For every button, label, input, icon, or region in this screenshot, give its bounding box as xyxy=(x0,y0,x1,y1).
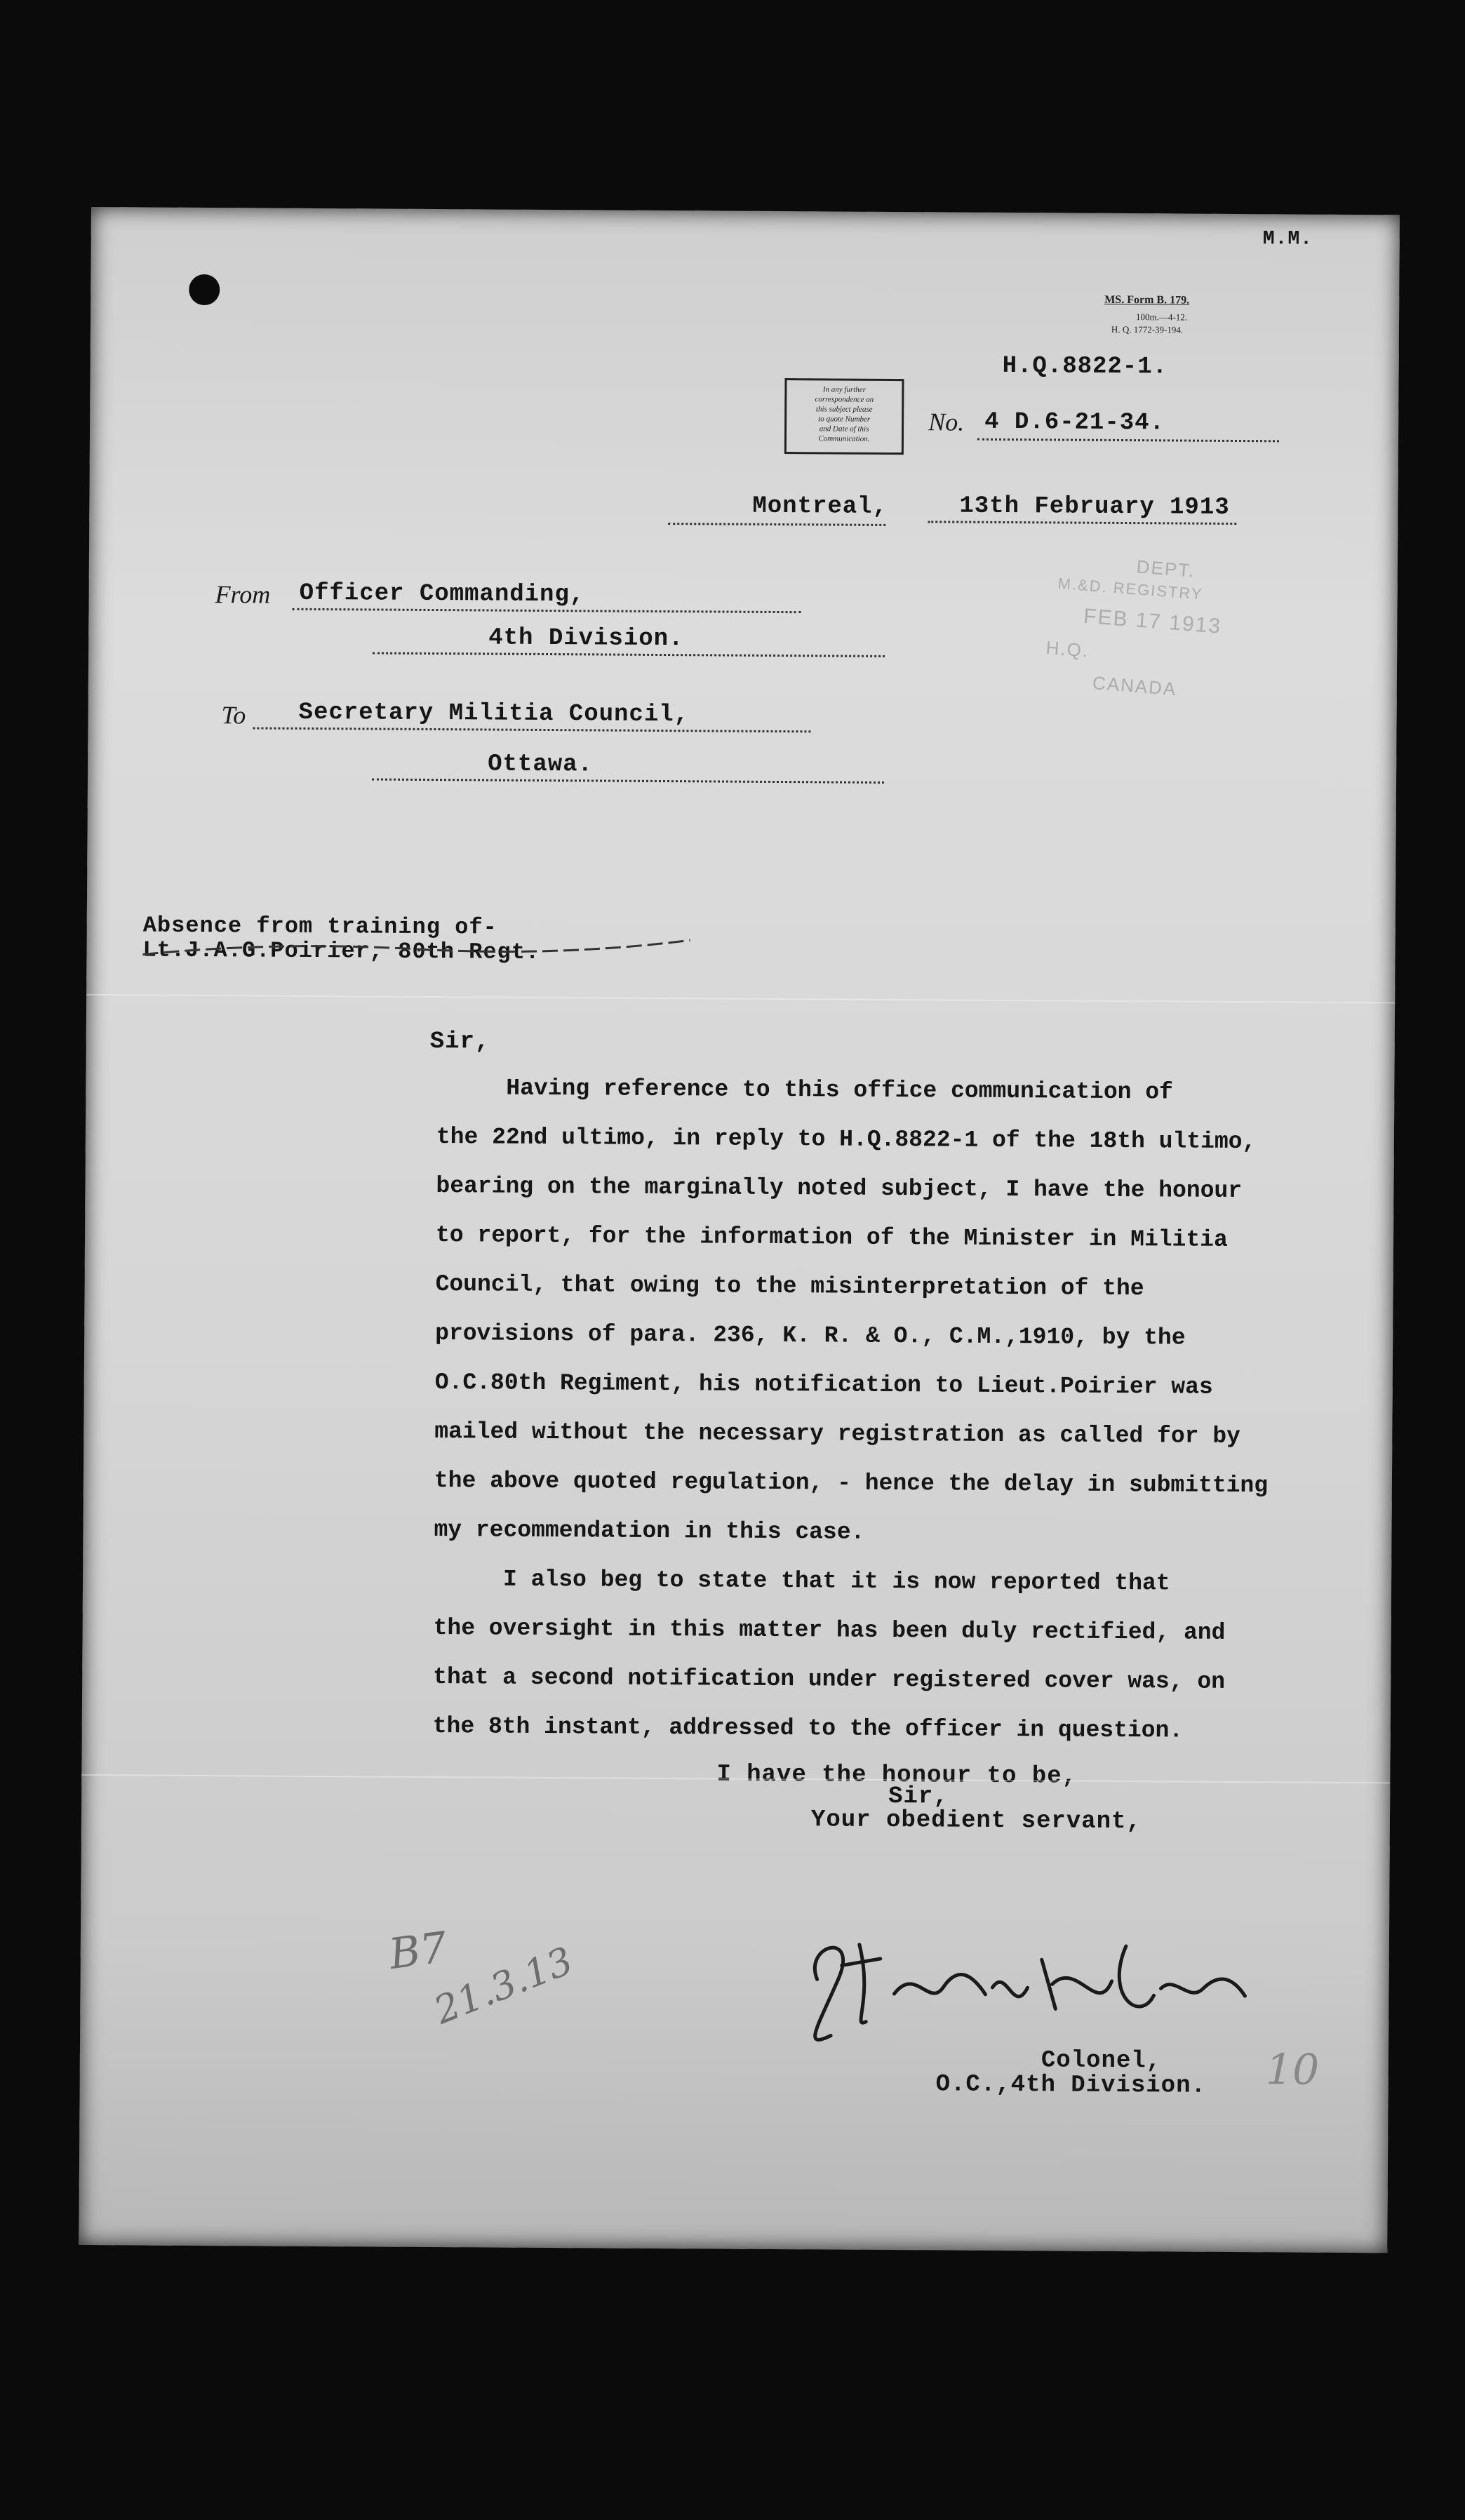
received-stamp xyxy=(1040,549,1264,747)
notice-line: In any further xyxy=(822,385,867,394)
form-sub-1: 100m.—4-12. xyxy=(1136,311,1188,323)
notice-box xyxy=(784,378,904,455)
stamp-line: H.Q. xyxy=(1045,636,1090,662)
corner-initials: M.M. xyxy=(1262,228,1313,250)
notice-line: Communication. xyxy=(818,434,870,443)
body-line: the oversight in this matter has been duly rectified, and xyxy=(433,1615,1226,1646)
notice-line: this subject please xyxy=(815,405,873,414)
body-line: the 22nd ultimo, in reply to H.Q.8822-1 of the 18th ultimo, xyxy=(436,1124,1257,1155)
signatory-unit: O.C.,4th Division. xyxy=(935,2071,1207,2100)
from-line-1: Officer Commanding, xyxy=(299,579,585,609)
to-rule-1 xyxy=(253,727,810,732)
closing-line-1: I have the honour to be, xyxy=(716,1761,1078,1790)
file-number-label: No. xyxy=(928,408,965,436)
body-line: Council, that owing to the misinterpretation of the xyxy=(435,1271,1144,1302)
to-line-1: Secretary Militia Council, xyxy=(298,699,690,729)
subject-underline xyxy=(135,923,697,968)
body-line: the 8th instant, addressed to the officer in question. xyxy=(432,1713,1184,1744)
body-line: Having reference to this office communication of xyxy=(436,1075,1174,1106)
body-line: mailed without the necessary registration as called for by xyxy=(434,1419,1241,1450)
place-rule xyxy=(668,523,885,526)
pencil-note-2: 21.3.13 xyxy=(428,1938,580,2033)
file-number: 4 D.6-21-34. xyxy=(984,408,1165,437)
stamp-line: FEB 17 1913 xyxy=(1083,604,1223,638)
stamp-line: DEPT. xyxy=(1135,556,1196,582)
pencil-note-1: B7 xyxy=(386,1922,450,1980)
body-line: bearing on the marginally noted subject, I have the honour xyxy=(436,1173,1243,1205)
from-line-2: 4th Division. xyxy=(488,624,684,653)
letter-date: 13th February 1913 xyxy=(959,492,1230,521)
body-line: I also beg to state that it is now reported that xyxy=(433,1566,1170,1597)
to-line-2: Ottawa. xyxy=(488,751,594,779)
notice-line: correspondence on xyxy=(815,395,874,404)
body-line: that a second notification under registered cover was, on xyxy=(433,1664,1226,1695)
stamp-line: CANADA xyxy=(1092,672,1178,700)
date-rule xyxy=(928,521,1236,525)
crease xyxy=(86,994,1395,1003)
to-label: To xyxy=(221,701,246,730)
signature xyxy=(775,1916,1266,2059)
letter-page xyxy=(79,207,1400,2253)
hq-reference: H.Q.8822-1. xyxy=(1002,352,1168,381)
from-rule-2 xyxy=(373,652,885,657)
place: Montreal, xyxy=(752,492,888,521)
form-number: MS. Form B. 179. xyxy=(1104,293,1190,307)
notice-line: to quote Number xyxy=(818,415,871,424)
salutation: Sir, xyxy=(429,1028,490,1056)
body-line: to report, for the information of the Minister in Militia xyxy=(435,1222,1228,1253)
from-rule-1 xyxy=(292,608,801,613)
body-line: provisions of para. 236, K. R. & O., C.M.,1910, by the xyxy=(435,1320,1186,1351)
body-line: O.C.80th Regiment, his notification to Lieut.Poirier was xyxy=(434,1369,1213,1400)
body-line: the above quoted regulation, - hence the delay in submitting xyxy=(434,1468,1269,1499)
subject-line-2: Lt.J.A.G.Poirier, 80th Regt. xyxy=(142,937,540,965)
notice-line: and Date of this xyxy=(819,424,869,434)
stamp-line: M.&D. REGISTRY xyxy=(1057,574,1204,603)
signatory-rank: Colonel, xyxy=(1041,2047,1162,2075)
to-rule-2 xyxy=(372,778,884,783)
file-number-rule xyxy=(977,438,1279,443)
closing-line-3: Your obedient servant, xyxy=(810,1807,1142,1836)
margin-number: 10 xyxy=(1265,2045,1320,2095)
punch-hole xyxy=(189,274,220,305)
form-sub-2: H. Q. 1772-39-194. xyxy=(1111,323,1184,335)
subject-line-1: Absence from training of- xyxy=(142,912,497,941)
from-label: From xyxy=(215,580,271,609)
body-line: my recommendation in this case. xyxy=(434,1517,865,1546)
closing-line-2: Sir, xyxy=(888,1783,949,1811)
signature-text xyxy=(789,1944,804,1945)
